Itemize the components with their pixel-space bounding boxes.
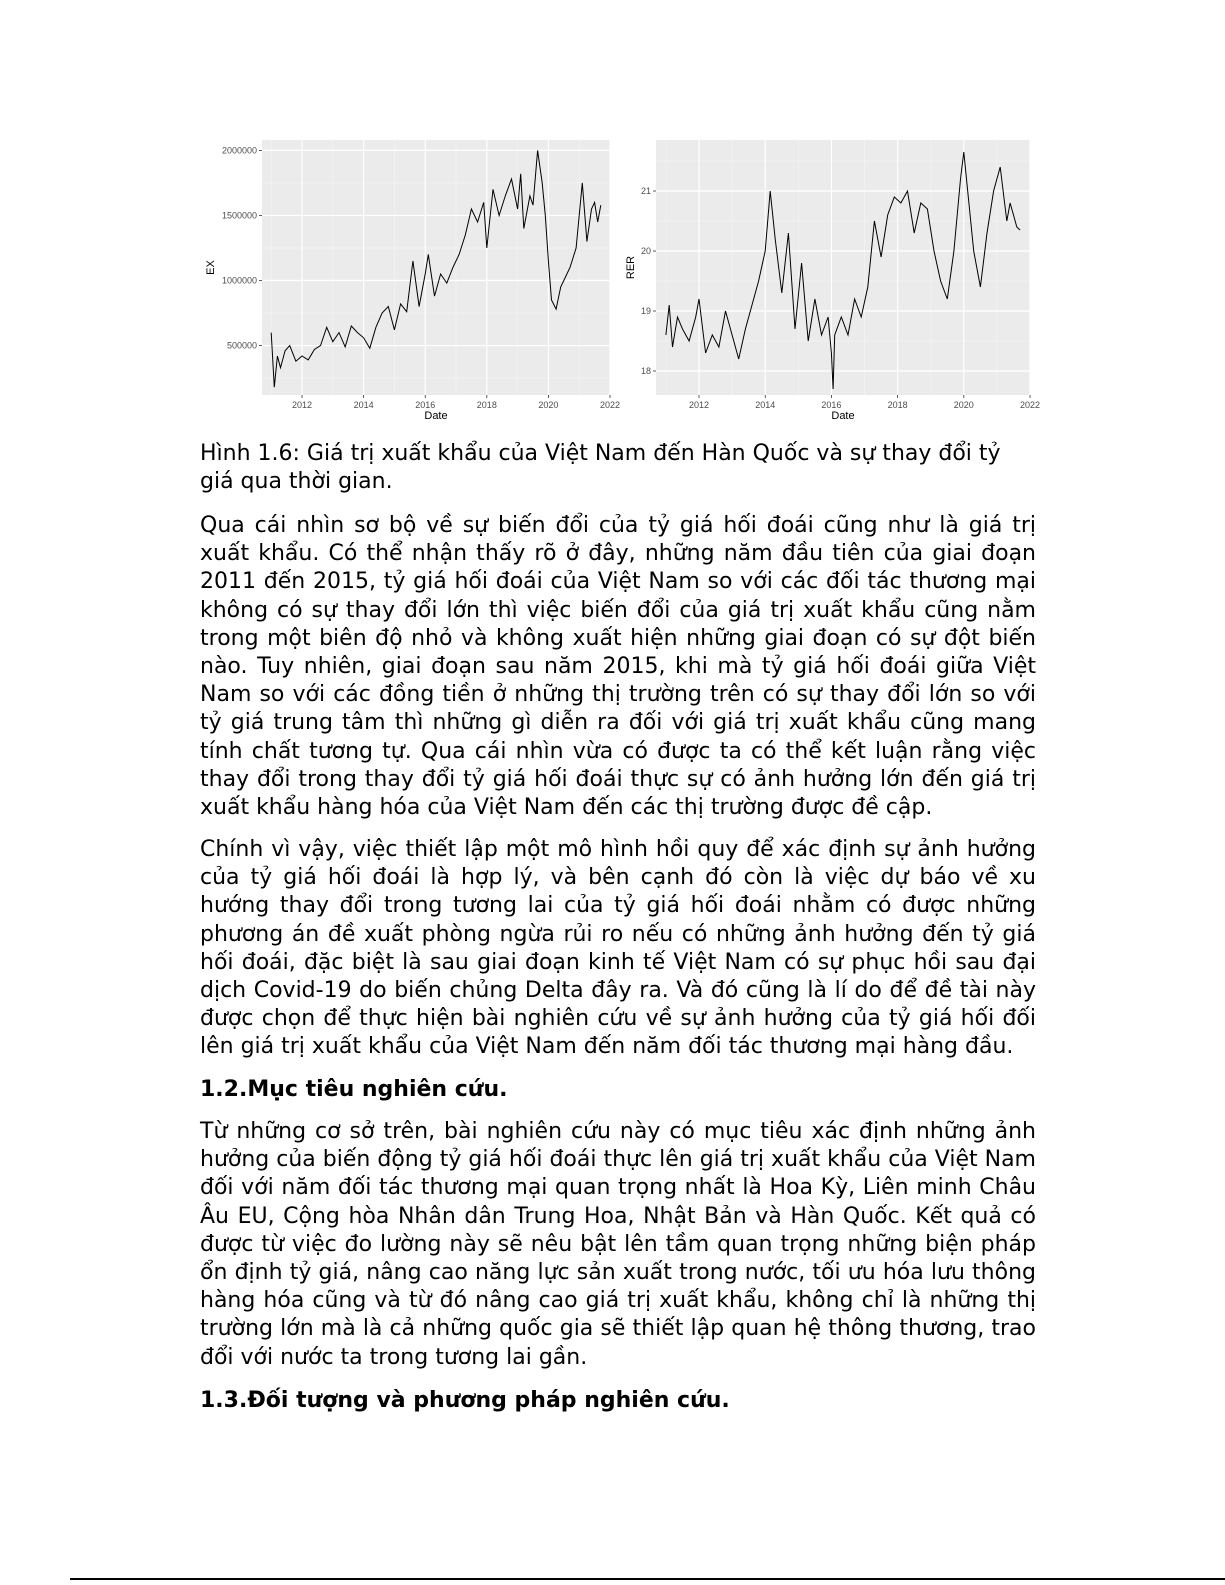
ex-ytick-label: 1500000 <box>221 210 257 221</box>
section-heading-methods: 1.3.Đối tượng và phương pháp nghiên cứu. <box>200 1388 730 1413</box>
rer-panel <box>656 140 1030 395</box>
rer-xlabel: Date <box>831 410 855 422</box>
rer-ytick-label: 19 <box>640 306 651 316</box>
ex-panel <box>262 140 610 395</box>
exchange-rate-chart <box>620 132 1040 428</box>
export-value-chart <box>200 132 620 428</box>
figure-caption: Hình 1.6: Giá trị xuất khẩu của Việt Nam đến Hàn Quốc và sự thay đổi tỷ giá qua thời gian. <box>200 441 1001 494</box>
rer-ytick-label: 18 <box>640 366 651 376</box>
rer-ytick-label: 20 <box>640 246 651 256</box>
rer-ytick-label: 21 <box>640 186 651 196</box>
ex-xtick-label: 2012 <box>292 400 313 410</box>
rer-xtick-label: 2022 <box>1019 400 1040 410</box>
rer-xtick-label: 2012 <box>689 400 710 410</box>
rer-xtick-label: 2014 <box>755 400 776 410</box>
ex-xtick-label: 2020 <box>538 400 559 410</box>
section-heading-objectives: 1.2.Mục tiêu nghiên cứu. <box>200 1077 508 1102</box>
ex-xtick-label: 2016 <box>415 400 436 410</box>
rer-ylabel: RER <box>625 255 637 280</box>
ex-ytick-label: 1000000 <box>221 275 257 286</box>
ex-xtick-label: 2014 <box>353 400 374 410</box>
ex-ytick-label: 500000 <box>226 340 257 351</box>
ex-xtick-label: 2018 <box>476 400 497 410</box>
rer-xtick-label: 2020 <box>953 400 974 410</box>
page-bottom-rule <box>70 1578 1225 1580</box>
figure-1-6 <box>200 132 1040 428</box>
ex-xtick-label: 2022 <box>599 400 620 410</box>
ex-ytick-label: 2000000 <box>221 145 257 156</box>
rer-xtick-label: 2016 <box>821 400 842 410</box>
paragraph-objectives: Từ những cơ sở trên, bài nghiên cứu này có mục tiêu xác định những ảnh hưởng của biến động tỷ giá hối đoái thực lên giá trị xuất khẩu của Việt Nam đối với năm đối tác thương mại quan trọng nhất là Hoa Kỳ, Liên minh Châu Âu EU, Cộng hòa Nhân dân Trung Hoa, Nhật Bản và Hàn Quốc. Kết quả có được từ việc đo lường này sẽ nêu bật lên tầm quan trọng những biện pháp ổn định tỷ giá, nâng cao năng lực sản xuất trong nước, tối ưu hóa lưu thông hàng hóa cũng và từ đó nâng cao giá trị xuất khẩu, không chỉ là những thị trường lớn mà là cả những quốc gia sẽ thiết lập quan hệ thông thương, trao đổi với nước ta trong tương lai gần. <box>200 1119 1036 1370</box>
rer-xtick-label: 2018 <box>887 400 908 410</box>
ex-ylabel: EX <box>205 260 217 275</box>
paragraph-rationale: Chính vì vậy, việc thiết lập một mô hình hồi quy để xác định sự ảnh hưởng của tỷ giá hối đoái là hợp lý, và bên cạnh đó còn là việc dự báo về xu hướng thay đổi trong tương lai của tỷ giá hối đoái nhằm có được những phương án đề xuất phòng ngừa rủi ro nếu có những ảnh hưởng đến tỷ giá hối đoái, đặc biệt là sau giai đoạn kinh tế Việt Nam có sự phục hồi sau đại dịch Covid-19 do biến chủng Delta đây ra. Và đó cũng là lí do để đề tài này được chọn để thực hiện bài nghiên cứu về sự ảnh hưởng của tỷ giá hối đối lên giá trị xuất khẩu của Việt Nam đến năm đối tác thương mại hàng đầu. <box>200 837 1036 1060</box>
paragraph-overview: Qua cái nhìn sơ bộ về sự biến đổi của tỷ giá hối đoái cũng như là giá trị xuất khẩu. Có thể nhận thấy rõ ở đây, những năm đầu tiên của giai đoạn 2011 đến 2015, tỷ giá hối đoái của Việt Nam so với các đối tác thương mại không có sự thay đổi lớn thì việc biến đổi của giá trị xuất khẩu cũng nằm trong một biên độ nhỏ và không xuất hiện những giai đoạn có sự đột biến nào. Tuy nhiên, giai đoạn sau năm 2015, khi mà tỷ giá hối đoái giữa Việt Nam so với các đồng tiền ở những thị trường trên có sự thay đổi lớn so với tỷ giá trung tâm thì những gì diễn ra đối với giá trị xuất khẩu cũng mang tính chất tương tự. Qua cái nhìn vừa có được ta có thể kết luận rằng việc thay đổi trong thay đổi tỷ giá hối đoái thực sự có ảnh hưởng lớn đến giá trị xuất khẩu hàng hóa của Việt Nam đến các thị trường được đề cập. <box>200 513 1036 821</box>
ex-xlabel: Date <box>424 410 448 422</box>
